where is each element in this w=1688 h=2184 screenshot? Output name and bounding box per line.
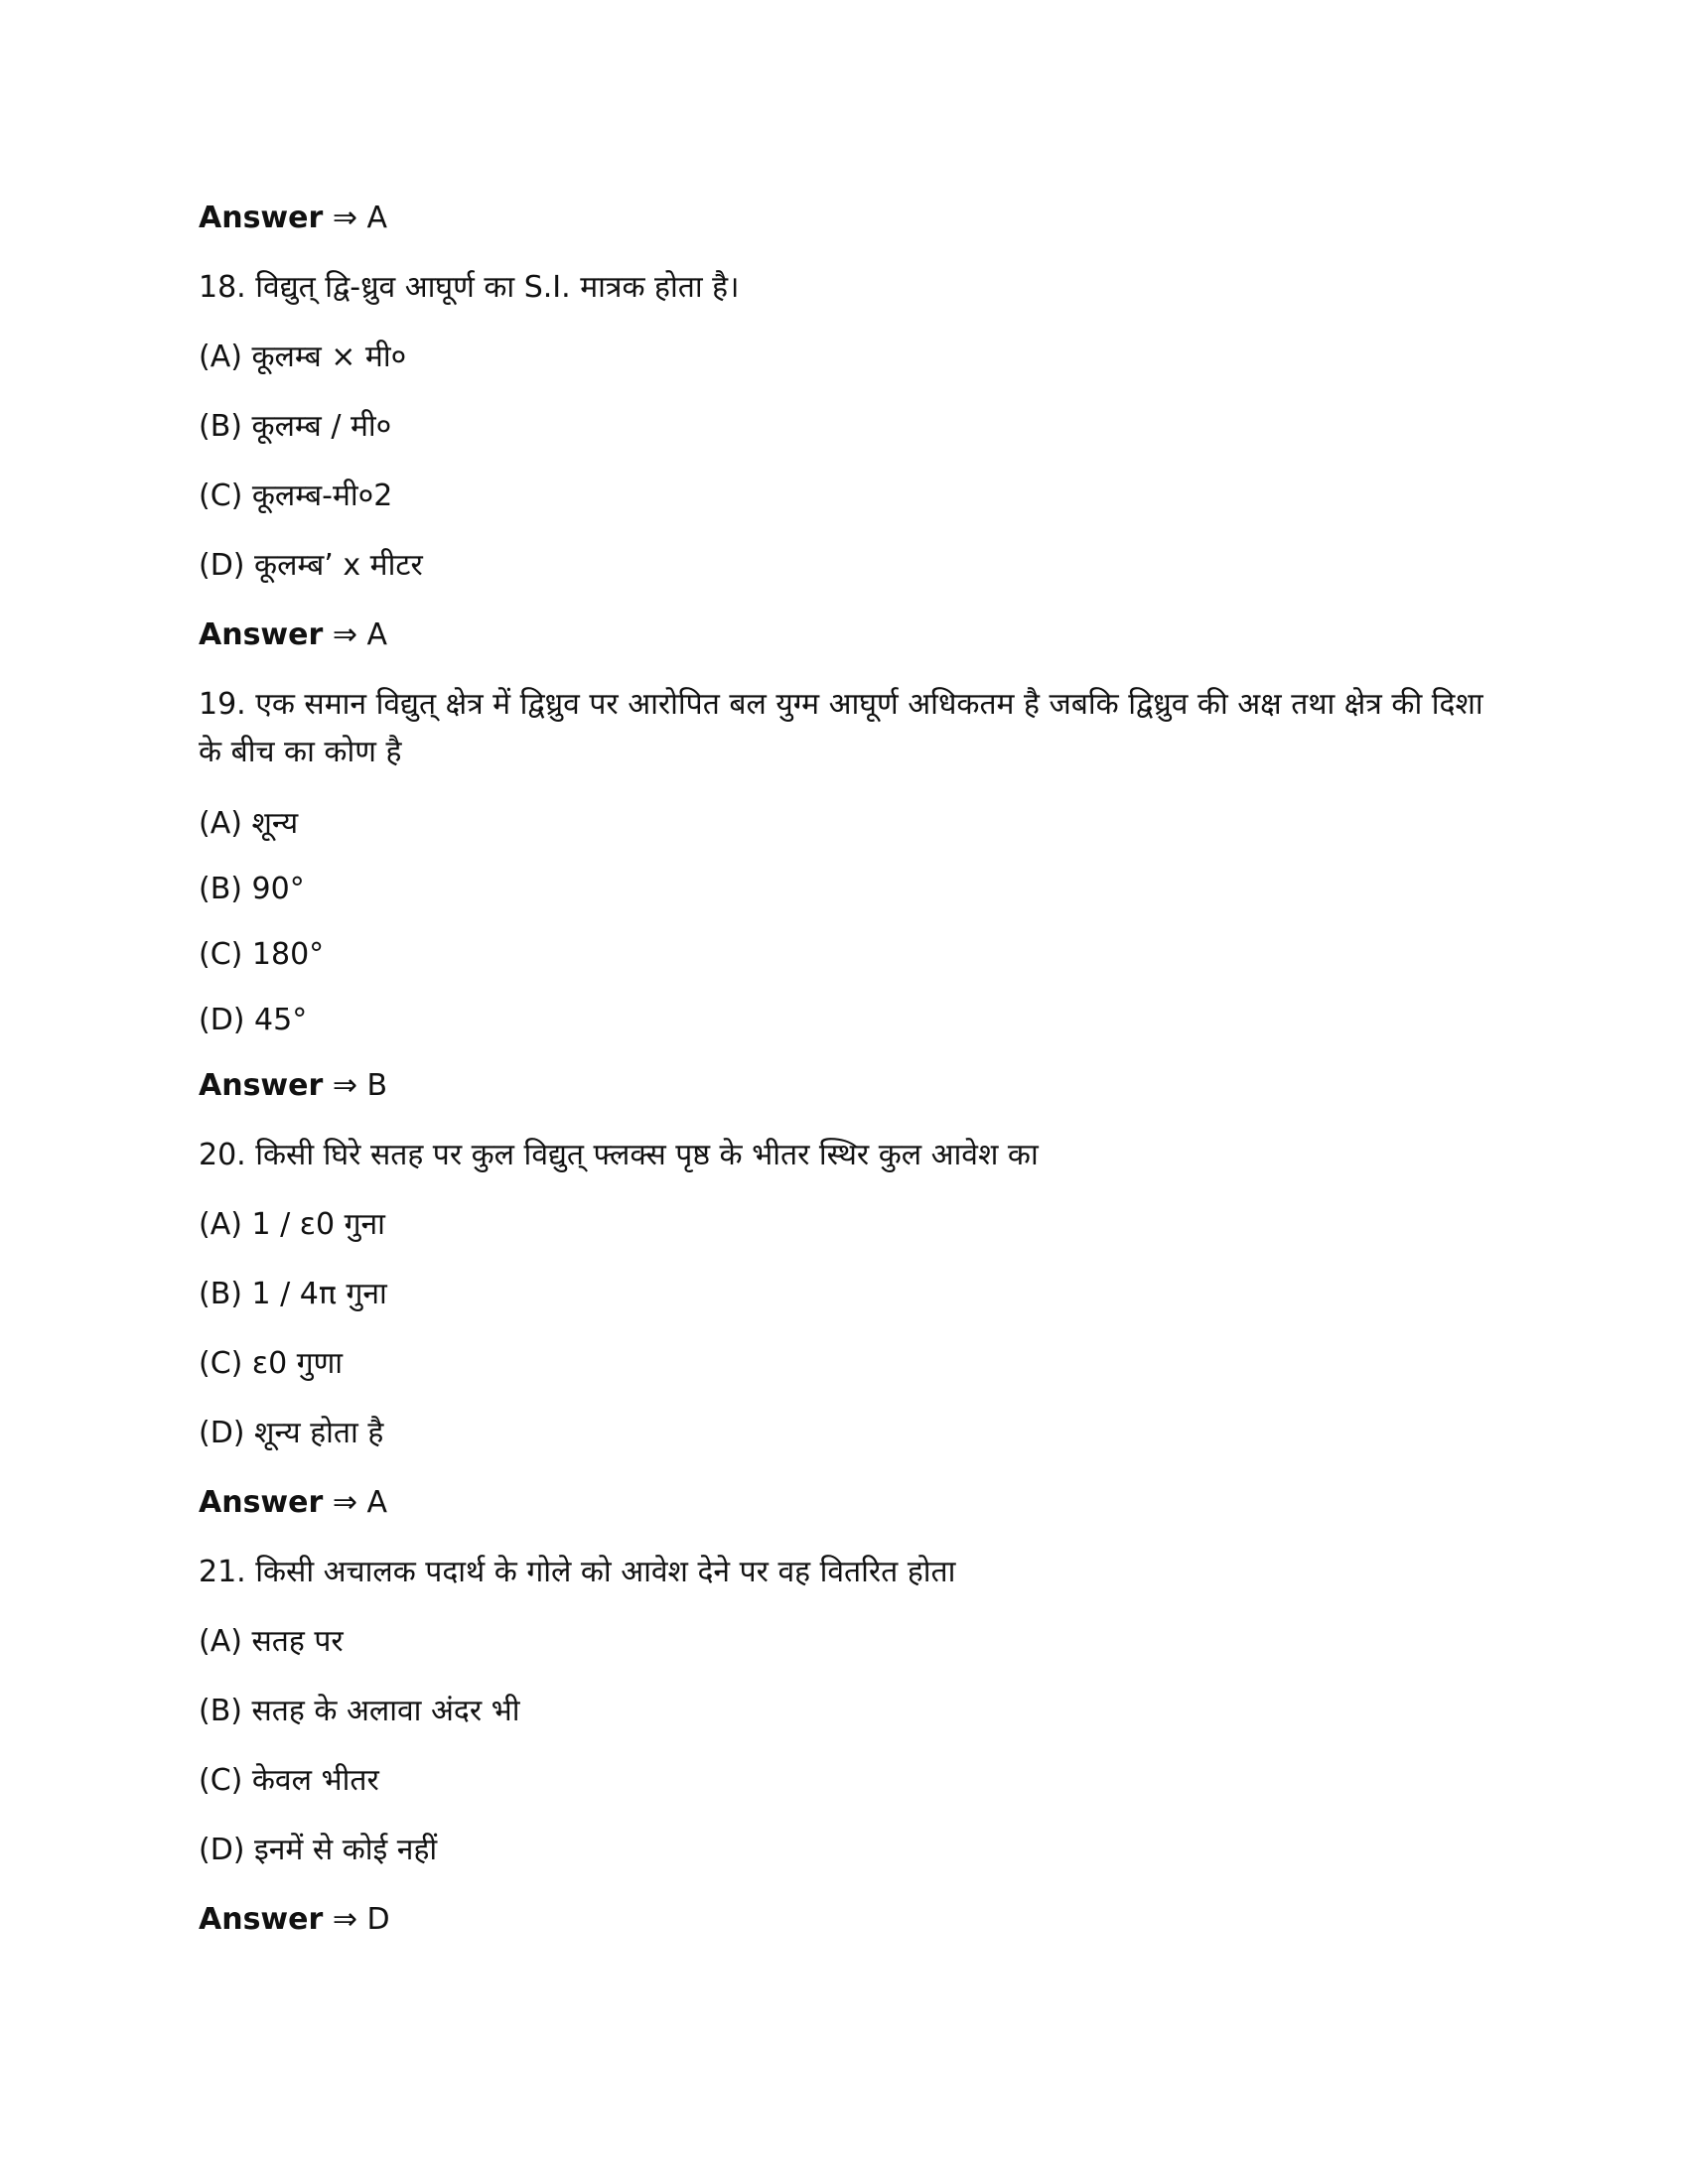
answer-line xyxy=(199,612,1509,659)
option-a: (A) कूलम्ब × मी० xyxy=(199,340,407,374)
answer-arrow: ⇒ xyxy=(332,617,357,652)
option-a: (A) 1 / ε0 गुना xyxy=(199,1207,385,1242)
answer-line xyxy=(199,1896,1509,1944)
answer-label: Answer xyxy=(199,1068,324,1103)
answer-arrow: ⇒ xyxy=(332,201,357,235)
answer-line xyxy=(199,1479,1509,1527)
option-d: (D) शून्य होता है xyxy=(199,1416,384,1450)
option-b: (B) 1 / 4π गुना xyxy=(199,1277,387,1311)
option-b: (B) कूलम्ब / मी० xyxy=(199,409,392,444)
question-text: 21. किसी अचालक पदार्थ के गोले को आवेश देने पर वह वितरित होता xyxy=(199,1555,956,1589)
option-b: (B) 90° xyxy=(199,872,305,906)
option-c: (C) ε0 गुणा xyxy=(199,1346,344,1381)
answer-value: A xyxy=(366,201,388,235)
answer-value: A xyxy=(366,617,388,652)
answer-line xyxy=(199,1062,1509,1110)
answer-label: Answer xyxy=(199,617,324,652)
answer-value: A xyxy=(366,1485,388,1520)
answer-label: Answer xyxy=(199,201,324,235)
question-text: 19. एक समान विद्युत् क्षेत्र में द्विध्रुव पर आरोपित बल युग्म आघूर्ण अधिकतम है जबकि द्विध्रुव की अक्ष तथा क्षेत्र की दिशा के बीच का कोण है xyxy=(199,687,1483,769)
option-d: (D) इनमें से कोई नहीं xyxy=(199,1833,438,1867)
option-b: (B) सतह के अलावा अंदर भी xyxy=(199,1694,520,1728)
option-d: (D) 45° xyxy=(199,1003,308,1037)
answer-line xyxy=(199,195,1509,242)
option-a: (A) सतह पर xyxy=(199,1624,344,1659)
answer-arrow: ⇒ xyxy=(332,1068,357,1103)
question-text: 18. विद्युत् द्वि-ध्रुव आघूर्ण का S.I. मात्रक होता है। xyxy=(199,270,740,305)
answer-label: Answer xyxy=(199,1485,324,1520)
option-c: (C) 180° xyxy=(199,937,325,972)
option-c: (C) कूलम्ब-मी०2 xyxy=(199,478,393,513)
question-text: 20. किसी घिरे सतह पर कुल विद्युत् फ्लक्स पृष्ठ के भीतर स्थिर कुल आवेश का xyxy=(199,1138,1039,1172)
answer-label: Answer xyxy=(199,1902,324,1937)
option-c: (C) केवल भीतर xyxy=(199,1763,379,1798)
answer-value: B xyxy=(366,1068,388,1103)
answer-arrow: ⇒ xyxy=(332,1485,357,1520)
option-d: (D) कूलम्ब’ x मीटर xyxy=(199,548,423,583)
option-a: (A) शून्य xyxy=(199,806,299,841)
answer-value: D xyxy=(366,1902,390,1937)
answer-arrow: ⇒ xyxy=(332,1902,357,1937)
